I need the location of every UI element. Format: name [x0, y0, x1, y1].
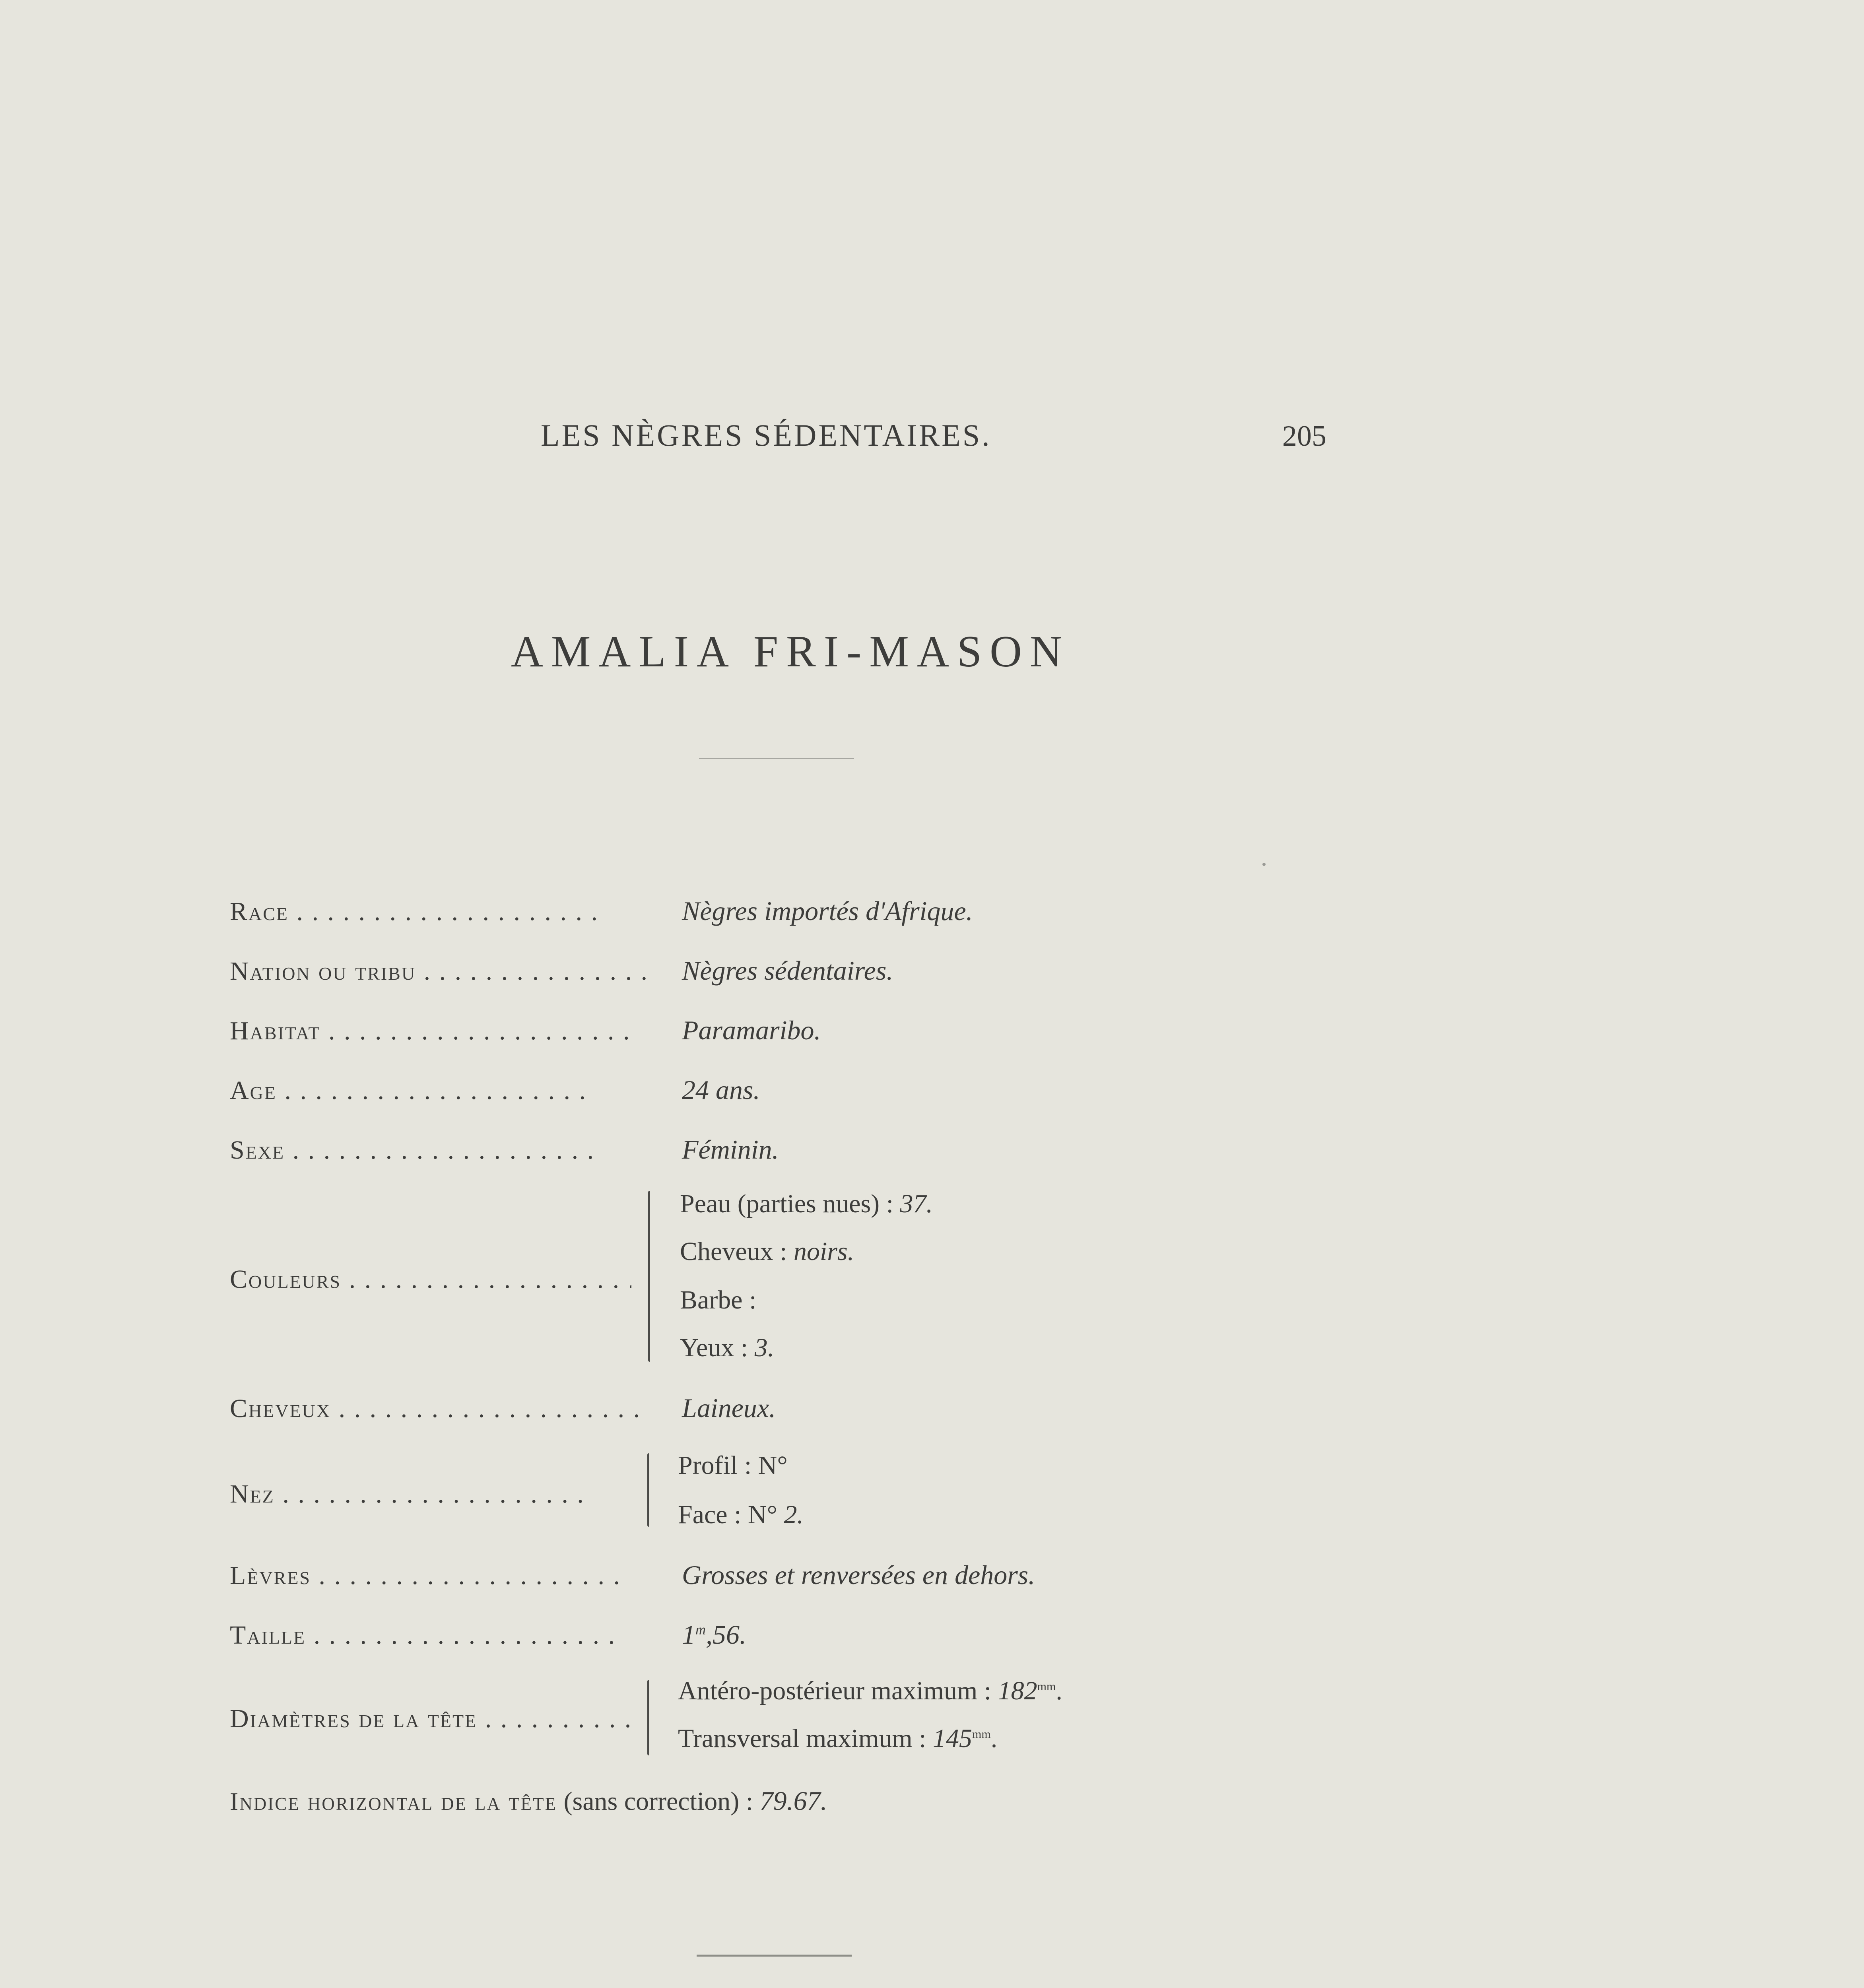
couleurs-yeux-value: 3.: [754, 1333, 775, 1362]
habitat-value: Paramaribo.: [682, 1015, 821, 1045]
diametres-brace: [647, 1680, 656, 1755]
couleurs-barbe: Barbe :: [680, 1285, 757, 1314]
cheveux-label: Cheveux . . .: [230, 1394, 641, 1423]
nez-brace: [647, 1453, 656, 1527]
diametres-antero: [678, 1676, 1062, 1706]
couleurs-brace: [648, 1191, 656, 1362]
indice-label: Indice horizontal de la tête: [230, 1787, 557, 1815]
taille-value-unit: m: [695, 1621, 706, 1638]
diametres-transversal-end: .: [990, 1724, 998, 1753]
diametres-antero-text: Antéro-postérieur maximum :: [678, 1676, 998, 1705]
couleurs-label-wrap: [230, 1264, 631, 1295]
habitat-label: Habitat . . .: [230, 1016, 631, 1045]
nez-face-value: 2.: [784, 1500, 804, 1529]
taille-value-rest: ,56.: [706, 1619, 746, 1650]
race-label-wrap: [230, 897, 651, 927]
couleurs-yeux-text: Yeux :: [680, 1333, 755, 1362]
nez-label: Nez . . .: [230, 1479, 585, 1508]
page-number: 205: [1282, 420, 1326, 452]
race-label: Race . . .: [230, 897, 599, 926]
diametres-transversal-unit: mm: [972, 1728, 991, 1741]
diametres-transversal: [678, 1724, 997, 1754]
couleurs-peau-text: Peau (parties nues) :: [680, 1189, 900, 1218]
cheveux-value: Laineux.: [682, 1393, 776, 1423]
diametres-label-wrap: [230, 1704, 635, 1734]
levres-value: Grosses et renversées en dehors.: [682, 1560, 1035, 1590]
sexe-label-wrap: [230, 1135, 651, 1165]
title-rule: [699, 758, 854, 759]
couleurs-peau-value: 37.: [900, 1189, 933, 1218]
page-title: AMALIA FRI-MASON: [511, 627, 1070, 676]
taille-value-main: 1: [682, 1619, 695, 1650]
age-value: 24 ans.: [682, 1075, 760, 1105]
levres-label: Lèvres . . .: [230, 1561, 621, 1590]
nez-profil: Profil : N°: [678, 1451, 788, 1480]
running-title: LES NÈGRES SÉDENTAIRES.: [541, 418, 992, 452]
taille-label-wrap: [230, 1620, 651, 1650]
nez-face-text: Face : N°: [678, 1500, 784, 1529]
couleurs-label: Couleurs . . .: [230, 1265, 631, 1294]
paper-speck: [1262, 863, 1266, 866]
diametres-label: Diamètres de la tête . . .: [230, 1704, 635, 1733]
diametres-antero-value: 182: [998, 1676, 1037, 1705]
couleurs-cheveux-value: noirs.: [793, 1237, 854, 1266]
indice-note: (sans correction) :: [557, 1787, 760, 1816]
nation-label-wrap: [230, 956, 651, 986]
sexe-value: Féminin.: [682, 1134, 779, 1165]
indice-value: 79.67.: [759, 1786, 827, 1816]
nation-label: Nation ou tribu . . .: [230, 957, 651, 986]
habitat-label-wrap: [230, 1016, 651, 1046]
age-label: Age . . .: [230, 1076, 587, 1105]
taille-value: [682, 1619, 746, 1650]
age-label-wrap: [230, 1076, 651, 1106]
taille-label: Taille . . .: [230, 1621, 616, 1650]
couleurs-cheveux: [680, 1237, 854, 1267]
couleurs-yeux: [680, 1333, 774, 1363]
couleurs-cheveux-text: Cheveux :: [680, 1237, 794, 1266]
nez-label-wrap: [230, 1479, 631, 1509]
sexe-label: Sexe . . .: [230, 1136, 595, 1165]
nation-value: Nègres sédentaires.: [682, 955, 893, 986]
diametres-transversal-text: Transversal maximum :: [678, 1724, 933, 1753]
diametres-antero-unit: mm: [1037, 1680, 1056, 1693]
race-value: Nègres importés d'Afrique.: [682, 896, 973, 926]
indice-row: [230, 1785, 827, 1817]
diametres-antero-end: .: [1056, 1676, 1062, 1705]
cheveux-label-wrap: [230, 1394, 651, 1424]
nez-face: [678, 1500, 804, 1530]
closing-rule: [697, 1955, 852, 1957]
diametres-transversal-value: 145: [933, 1724, 973, 1753]
couleurs-peau: [680, 1189, 933, 1219]
levres-label-wrap: [230, 1561, 651, 1591]
